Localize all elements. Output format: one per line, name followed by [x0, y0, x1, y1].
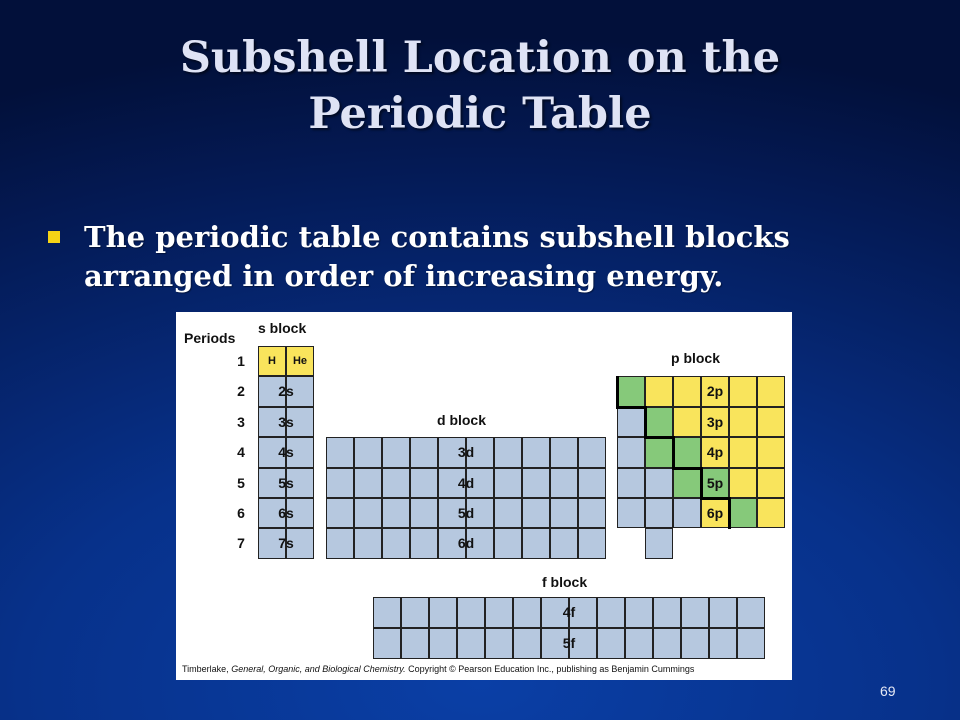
figure-credit	[182, 664, 694, 674]
period-number: 5	[237, 474, 245, 491]
element-symbol: He	[292, 355, 308, 367]
bullet-item	[48, 218, 808, 296]
bullet-text: The periodic table contains subshell blocks arranged in order of increasing energy.	[84, 220, 790, 293]
element-cell	[645, 468, 673, 498]
credit-prefix: Timberlake,	[182, 664, 232, 674]
metalloid-staircase-line	[644, 406, 647, 438]
element-cell	[757, 498, 785, 528]
title-line-2: Periodic Table	[308, 89, 652, 139]
metalloid-staircase-line	[672, 436, 675, 468]
s-subshell-label: 2s	[278, 383, 294, 400]
element-cell	[757, 407, 785, 437]
period-number: 6	[237, 505, 245, 521]
element-cell	[617, 498, 645, 528]
bullet-square-icon	[48, 231, 60, 243]
element-cell	[757, 437, 785, 467]
s-subshell-label: 4s	[278, 444, 294, 461]
s-subshell-label: 6s	[278, 505, 294, 521]
credit-book-title: General, Organic, and Biological Chemistry.	[231, 664, 406, 674]
period-number: 2	[237, 383, 245, 400]
element-cell	[757, 468, 785, 498]
element-cell	[757, 376, 785, 406]
element-cell	[645, 376, 673, 406]
element-cell	[645, 407, 673, 437]
element-cell	[645, 437, 673, 467]
f-subshell-label: 4f	[562, 604, 576, 620]
p-subshell-label: 3p	[706, 413, 724, 430]
period-number: 7	[237, 535, 245, 552]
f-subshell-label: 5f	[562, 635, 576, 651]
s-subshell-label: 7s	[278, 535, 294, 552]
metalloid-staircase-line	[728, 497, 731, 529]
s-subshell-label: 5s	[278, 474, 294, 491]
p-subshell-label: 6p	[706, 505, 724, 521]
s-block-label: s block	[258, 320, 307, 336]
s-subshell-label: 3s	[278, 413, 294, 430]
periods-label: Periods	[184, 330, 236, 346]
slide-title	[0, 30, 960, 142]
period-number: 3	[237, 413, 245, 430]
periodic-table-figure	[176, 312, 792, 680]
p-subshell-label: 5p	[706, 474, 724, 491]
element-cell	[617, 437, 645, 467]
credit-copyright: Copyright © Pearson Education Inc., publishing as Benjamin Cummings	[405, 664, 695, 674]
d-subshell-label: 6d	[457, 535, 475, 552]
f-block-label: f block	[542, 574, 588, 590]
metalloid-staircase-line	[616, 376, 619, 408]
metalloid-staircase-line	[700, 497, 730, 500]
p-block-label: p block	[671, 350, 721, 366]
metalloid-staircase-line	[672, 467, 702, 470]
element-cell	[617, 407, 645, 437]
d-subshell-label: 4d	[457, 474, 475, 491]
slide-number: 69	[880, 683, 896, 699]
metalloid-staircase-line	[616, 406, 646, 409]
p-subshell-label: 2p	[706, 383, 724, 400]
p-subshell-label: 4p	[706, 444, 724, 461]
element-cell	[617, 376, 645, 406]
element-cell	[645, 498, 673, 528]
element-symbol: H	[268, 355, 276, 367]
d-subshell-label: 5d	[457, 505, 475, 521]
period-number: 1	[237, 353, 245, 369]
title-line-1: Subshell Location on the	[179, 33, 781, 83]
element-cell	[645, 528, 673, 558]
metalloid-staircase-line	[644, 436, 674, 439]
d-block-label: d block	[437, 412, 487, 428]
d-subshell-label: 3d	[457, 444, 475, 461]
metalloid-staircase-line	[700, 467, 703, 499]
element-cell	[617, 468, 645, 498]
period-number: 4	[237, 444, 245, 461]
